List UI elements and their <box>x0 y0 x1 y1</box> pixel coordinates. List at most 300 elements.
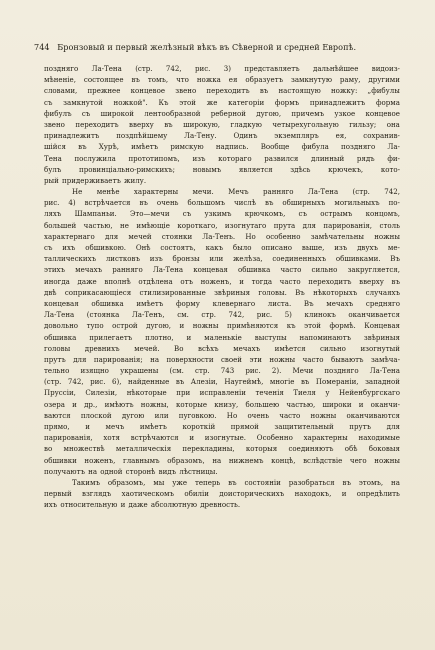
word: маленькіе <box>204 332 242 342</box>
word: въ <box>259 86 269 96</box>
word: множествѣ <box>63 444 105 454</box>
word: прежнее <box>87 86 121 96</box>
word: дугою, <box>146 321 171 331</box>
word: узкимъ <box>204 209 232 219</box>
word: ноженъ, <box>200 276 232 286</box>
word: кото- <box>380 164 400 174</box>
word: изъ <box>192 153 206 163</box>
word: листковъ <box>105 254 140 264</box>
word: теперь <box>194 477 221 487</box>
text-line <box>44 108 400 119</box>
word: отъ <box>180 276 193 286</box>
word: для <box>73 354 87 364</box>
text-line <box>44 130 400 141</box>
word: 743 <box>220 366 235 376</box>
word: фи- <box>387 153 400 163</box>
word: въ <box>139 198 148 208</box>
word: столь <box>379 220 400 230</box>
word: опредѣлить <box>356 489 400 499</box>
word: замкнутую <box>291 75 332 85</box>
word: которыя <box>245 444 278 454</box>
text-line <box>44 320 400 331</box>
word: провинціально-римскихъ; <box>79 164 176 174</box>
word: мечей. <box>134 343 160 353</box>
word: Шампаньи. <box>74 209 117 219</box>
word: Ла-Тена <box>307 187 339 197</box>
word: вслѣдствіе <box>303 455 343 465</box>
word: часто <box>279 410 301 420</box>
word: тупо <box>86 321 104 331</box>
running-header <box>34 42 414 52</box>
text-line <box>44 97 400 108</box>
word: теченія <box>255 388 284 398</box>
word: Силезіи, <box>85 388 118 398</box>
word: состоящее <box>83 75 124 85</box>
word: имѣетъ <box>139 422 167 431</box>
word: ножны <box>269 354 296 364</box>
word: сохранив- <box>363 131 400 141</box>
word: имѣютъ <box>104 399 134 409</box>
text-line <box>44 387 400 398</box>
word: острымъ <box>320 209 353 219</box>
word: ея <box>228 75 238 85</box>
word: находимые <box>358 433 400 443</box>
word: даже <box>128 500 148 510</box>
word: стилизированные <box>139 287 206 297</box>
word: клинокъ <box>304 310 336 320</box>
word: категоріи <box>228 97 265 107</box>
word: ножка <box>196 75 221 85</box>
word: Одинъ <box>233 131 258 141</box>
word: во <box>44 444 53 454</box>
word: переходитъ <box>308 276 352 286</box>
word: новымъ <box>192 164 222 174</box>
word: соединяютъ <box>288 444 334 454</box>
word: образомъ, <box>167 455 205 465</box>
word: и <box>85 422 90 431</box>
word: 4) <box>68 198 76 208</box>
word: рый <box>44 175 59 185</box>
word: ваются <box>44 410 71 420</box>
text-line <box>44 63 400 74</box>
text-line <box>44 466 400 477</box>
word: всѣхъ <box>197 343 219 353</box>
word: эти <box>249 354 262 364</box>
word: уже <box>172 477 188 487</box>
text-line <box>44 119 400 130</box>
word: боковыя <box>368 444 400 454</box>
word: часто <box>279 276 301 286</box>
word: образуетъ <box>245 75 284 85</box>
text-line <box>44 499 400 510</box>
word: вверху <box>359 276 384 286</box>
word: ножку: <box>330 86 358 96</box>
word: звено <box>175 86 197 96</box>
word: булъ <box>44 164 62 174</box>
word: переходитъ <box>75 119 119 129</box>
word: словами, <box>44 86 78 96</box>
word: др., <box>84 399 98 409</box>
word: довольно <box>44 321 79 331</box>
word: изогнутые. <box>204 433 247 443</box>
word: металлическія <box>115 444 172 454</box>
word: большей <box>44 220 77 230</box>
word: широкой <box>100 108 134 118</box>
word: Ла-Тену. <box>184 131 217 141</box>
word: вполнѣ <box>104 276 131 286</box>
word: на <box>391 477 400 487</box>
word: книзу, <box>214 399 239 409</box>
word: главнымъ <box>123 455 160 465</box>
word: Ла-Тена <box>44 310 75 320</box>
word: листа. <box>267 298 292 308</box>
word: въ <box>175 377 185 387</box>
word: парированія, <box>44 433 93 443</box>
word: прямо, <box>44 422 70 431</box>
word: Не <box>72 187 83 197</box>
word: представляетъ <box>244 64 300 73</box>
word: въ <box>228 477 237 487</box>
word: и <box>239 276 244 286</box>
word: что <box>176 75 189 85</box>
word: закругляется, <box>347 265 400 275</box>
word: острой <box>112 321 138 331</box>
text-line <box>44 410 400 421</box>
word: хаотическомъ <box>121 489 174 499</box>
word: чего <box>349 455 367 465</box>
word: 742, <box>384 187 400 197</box>
word: Къ <box>158 97 169 107</box>
word: бываютъ <box>330 354 364 364</box>
word: въ <box>131 75 140 85</box>
word: крючекъ, <box>328 164 364 174</box>
page-number: 744 <box>34 42 50 52</box>
word: и <box>179 321 185 331</box>
word: ляхъ <box>44 209 62 219</box>
word: котораго <box>218 153 252 163</box>
word: обширныхъ <box>282 198 326 208</box>
word: оканчивается <box>348 310 400 320</box>
text-line <box>44 242 400 253</box>
word: обшивки <box>44 455 77 465</box>
word: концевое <box>130 86 166 96</box>
word: найденные <box>128 377 170 387</box>
word: короткій <box>182 422 216 431</box>
word: пуговкою. <box>178 410 217 420</box>
text-line <box>44 421 400 432</box>
text-line <box>44 220 400 231</box>
word: концомъ, <box>365 209 400 219</box>
word: въ <box>264 198 274 208</box>
word: римскую <box>170 142 204 152</box>
word: концевая <box>44 298 79 308</box>
word: имѣющіе <box>136 220 170 230</box>
word: клевернаго <box>212 298 256 308</box>
word: многіе <box>269 377 295 387</box>
word: послужила <box>74 153 116 163</box>
word: (стр. <box>44 377 62 387</box>
word: дугою <box>121 410 145 420</box>
word: съ <box>298 209 307 219</box>
word: нѣкоторые <box>126 388 167 398</box>
word: у <box>325 388 330 398</box>
word: Тена <box>44 153 62 163</box>
word: обшивками. <box>335 254 381 264</box>
word: сильно <box>311 265 338 275</box>
word: прутъ <box>349 422 372 431</box>
word: образомъ, <box>107 477 146 487</box>
word: переходитъ <box>206 86 250 96</box>
text-line <box>44 298 400 309</box>
word: другими <box>368 75 400 85</box>
word: въ <box>164 119 173 129</box>
word: и <box>120 500 126 510</box>
word: форму <box>175 298 200 308</box>
word: для <box>104 231 119 241</box>
word: получаютъ <box>44 466 85 476</box>
word: могильныхъ <box>334 198 380 208</box>
word: томъ, <box>147 75 169 85</box>
word: хотя <box>103 433 120 443</box>
word: поздняго <box>324 366 359 376</box>
word: оканчиваются <box>346 410 400 420</box>
text-line <box>44 287 400 298</box>
word: 5) <box>284 310 292 320</box>
word: западной <box>365 377 400 387</box>
running-title: Бронзовый и первый желѣзный вѣкъ въ Сѣверной и средней Европѣ. <box>57 42 357 52</box>
word: формѣ. <box>329 321 356 331</box>
word: Ла-Тена <box>91 64 122 73</box>
word: прута <box>273 220 296 230</box>
word: изогнутаго <box>224 220 267 230</box>
word: поздпѣйшему <box>116 131 168 141</box>
word: мечахъ <box>75 265 103 275</box>
word: крючкомъ, <box>244 209 286 219</box>
word: видъ <box>158 466 177 476</box>
word: имѣетъ <box>136 298 164 308</box>
word: Особенно <box>256 433 293 443</box>
word: ножны <box>192 321 219 331</box>
text-line <box>44 399 400 410</box>
word: двухъ <box>357 243 379 252</box>
text-line <box>44 231 400 242</box>
word: и <box>341 489 347 499</box>
word: ранняго <box>112 265 143 275</box>
word: 6), <box>112 377 122 387</box>
word: очень <box>247 410 270 420</box>
word: фибулъ <box>44 108 72 118</box>
word: встрѣчается <box>84 198 131 208</box>
word: на <box>212 455 222 465</box>
word: разобраться <box>288 477 335 487</box>
word: плотно, <box>145 332 174 342</box>
word: рядъ <box>356 153 375 163</box>
word: къ <box>286 321 296 331</box>
word: изящно <box>80 366 109 376</box>
word: числѣ <box>233 198 257 208</box>
word: отдѣлена <box>138 276 173 286</box>
word: Въ <box>390 254 400 264</box>
word: имѣется <box>274 343 306 353</box>
word: дугою, <box>256 108 282 118</box>
word: Ла-Тена <box>152 265 184 275</box>
word: (стр. <box>135 64 153 73</box>
text-line <box>44 332 400 343</box>
word: звѣриныя <box>363 332 400 342</box>
word: 742, <box>228 310 245 320</box>
word: одной <box>100 466 123 476</box>
text-line <box>44 164 400 175</box>
word: мы <box>153 477 165 487</box>
word: характерны <box>303 433 348 443</box>
word: этомъ, <box>358 477 384 487</box>
word: обиліи <box>184 489 209 499</box>
text-line <box>44 354 400 365</box>
word: концевое <box>365 108 400 118</box>
word: желѣза, <box>232 254 263 264</box>
word: исправленіи <box>199 388 246 398</box>
word: ихъ <box>44 500 58 510</box>
word: дальнѣйшее <box>312 64 359 73</box>
word: замѣчательны <box>310 231 365 241</box>
word: рис. <box>256 310 273 320</box>
word: стр. <box>195 366 210 376</box>
word: находокъ, <box>294 489 332 499</box>
word: мечъ <box>105 422 125 431</box>
word: формъ <box>274 97 300 107</box>
word: менѣе <box>96 187 120 197</box>
text-line <box>44 186 400 197</box>
word: вверху <box>129 119 154 129</box>
text-line <box>44 488 400 499</box>
word: частью, <box>286 399 316 409</box>
text-line <box>44 153 400 164</box>
word: ме- <box>387 243 400 252</box>
word: Во <box>174 343 184 353</box>
word: Но <box>245 231 256 241</box>
word: состояніи <box>244 477 281 487</box>
word: изъ <box>334 243 348 252</box>
word: перекладины, <box>182 444 235 454</box>
word: фибула <box>301 142 329 152</box>
word: мечи. <box>192 187 214 197</box>
word: описано <box>261 243 293 252</box>
word: мечахъ <box>326 298 354 308</box>
word: двѣ <box>44 287 57 297</box>
word: съ <box>44 97 53 107</box>
word: замѣча- <box>370 354 400 364</box>
word: которые <box>175 399 208 409</box>
word: случаяхъ <box>365 287 400 297</box>
word: гильзу; <box>349 119 377 129</box>
word: прямой <box>230 422 259 431</box>
word: Это—мечи <box>129 209 170 219</box>
word: ихъ <box>62 243 76 252</box>
word: обѣ <box>344 444 358 454</box>
word: ранняго <box>263 187 294 197</box>
word: на <box>150 354 160 364</box>
word: ноженъ, <box>84 455 116 465</box>
word: встрѣчаются <box>130 433 179 443</box>
text-line <box>44 343 400 354</box>
word: здѣсь <box>290 164 311 174</box>
word: въ <box>391 276 400 286</box>
word: выше, <box>301 243 325 252</box>
word: звено <box>44 119 65 129</box>
word: древность. <box>200 500 241 510</box>
word: даже <box>77 276 97 286</box>
word: она <box>386 119 400 129</box>
word: (стоянка <box>86 310 120 320</box>
word: нижнемъ <box>228 455 264 465</box>
word: и <box>189 433 195 443</box>
word: соприкасающіеся <box>64 287 132 297</box>
word: замкнутой <box>63 97 103 107</box>
word: концѣ, <box>271 455 296 465</box>
text-line <box>44 376 400 387</box>
word: на <box>88 466 98 476</box>
word: древнихъ <box>84 343 120 353</box>
word: для <box>302 220 316 230</box>
word: стоянки <box>161 231 193 241</box>
word: взглядъ <box>82 489 112 499</box>
word: является <box>238 164 273 174</box>
word: см. <box>177 310 189 320</box>
word: короткаго, <box>177 220 218 230</box>
word: напоминаютъ <box>299 332 351 342</box>
word: обшивка <box>238 265 271 275</box>
word: оканчи- <box>370 399 400 409</box>
word: характерны <box>133 187 179 197</box>
word: частью, <box>83 220 113 230</box>
word: рис. <box>245 366 261 376</box>
word: обшивка <box>91 298 124 308</box>
word: рис. <box>44 198 60 208</box>
word: средняго <box>365 298 400 308</box>
word: (стр. <box>352 187 370 197</box>
text-line <box>44 264 400 275</box>
word: ея, <box>335 131 347 141</box>
word: сторонѣ <box>125 466 156 476</box>
word: тельно <box>44 366 70 376</box>
word: своей <box>220 354 242 364</box>
word: мечей <box>128 231 152 241</box>
word: съ <box>182 209 192 219</box>
word: выступы <box>254 332 287 342</box>
word: раму, <box>339 75 361 85</box>
word: обшивкою. <box>85 243 126 252</box>
word: рис. <box>90 377 106 387</box>
word: ножкой". <box>113 97 148 107</box>
word: прутъ <box>44 354 66 364</box>
word: часто <box>280 265 302 275</box>
word: абсолютную <box>150 500 198 510</box>
body-text <box>44 63 400 511</box>
text-line <box>44 253 400 264</box>
word: мечахъ <box>233 343 261 353</box>
word: нѣкоторыхъ <box>313 287 358 297</box>
word: 3) <box>223 64 232 73</box>
text-line <box>44 455 400 466</box>
word: Помераніи, <box>315 377 359 387</box>
word: большею <box>245 399 280 409</box>
word: Ла-Тена <box>369 366 400 376</box>
word: экземпляръ <box>274 131 319 141</box>
text-line <box>44 432 400 443</box>
word: стр. <box>201 310 216 320</box>
word: ножны <box>310 410 337 420</box>
word: этой <box>304 321 321 331</box>
